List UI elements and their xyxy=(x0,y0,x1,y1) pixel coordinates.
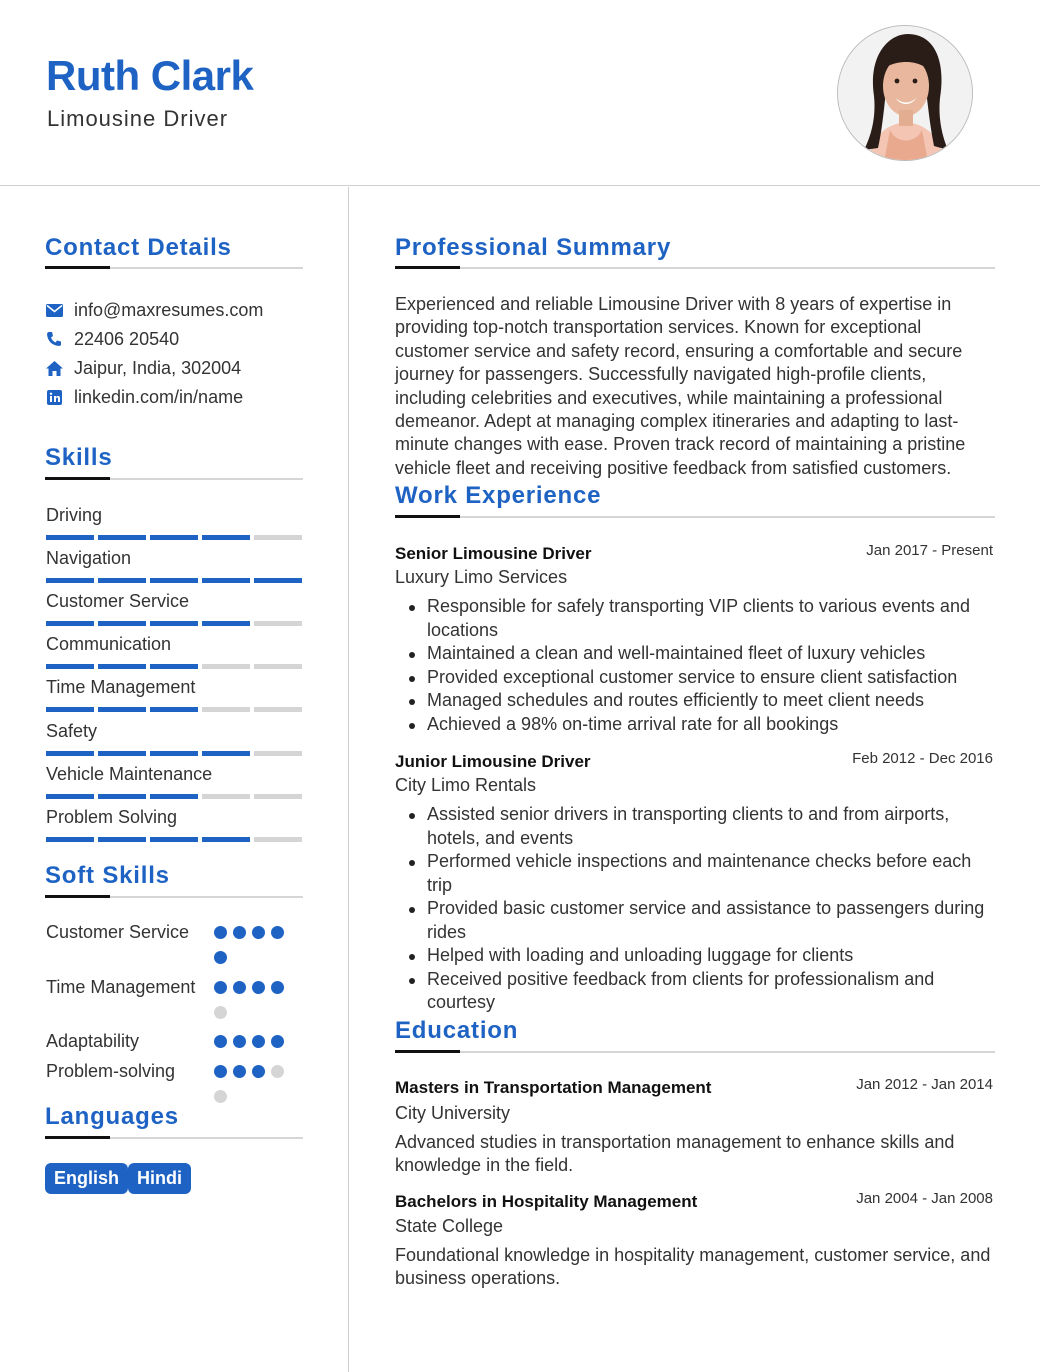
rating-dot xyxy=(214,926,227,939)
contact-email[interactable] xyxy=(45,299,263,321)
skill-level-segment xyxy=(202,751,250,756)
degree-title: Masters in Transportation Management xyxy=(395,1078,712,1097)
soft-skills-heading: Soft Skills xyxy=(45,862,170,889)
degree-title: Bachelors in Hospitality Management xyxy=(395,1192,698,1211)
soft-skill-label: Time Management xyxy=(46,977,196,997)
skill-level-segment xyxy=(98,535,146,540)
rating-dot xyxy=(271,981,284,994)
skill-level-segment xyxy=(98,751,146,756)
rating-dot xyxy=(252,981,265,994)
skill-level-bar xyxy=(46,621,302,626)
skill-level-segment xyxy=(202,578,250,583)
job-bullet: Provided basic customer service and assistance to passengers during rides xyxy=(395,897,995,944)
soft-skill-rating xyxy=(214,1065,294,1103)
rating-dot xyxy=(214,1006,227,1019)
skill-level-segment xyxy=(150,535,198,540)
job-company: Luxury Limo Services xyxy=(395,567,568,587)
skill-level-segment xyxy=(202,837,250,842)
phone-icon xyxy=(45,330,63,348)
skill-level-segment xyxy=(254,535,302,540)
job-dates: Feb 2012 - Dec 2016 xyxy=(852,750,993,767)
language-badge: English xyxy=(45,1163,128,1194)
languages-heading: Languages xyxy=(45,1103,179,1130)
skill-level-segment xyxy=(98,578,146,583)
skill-level-segment xyxy=(46,535,94,540)
skill-level-segment xyxy=(202,621,250,626)
skill-label: Vehicle Maintenance xyxy=(46,763,213,784)
job-bullet: Helped with loading and unloading luggage for clients xyxy=(395,944,995,968)
contact-email-text: info@maxresumes.com xyxy=(74,299,264,320)
soft-skills-heading-rule xyxy=(45,896,303,898)
job-company: City Limo Rentals xyxy=(395,775,537,795)
contact-address xyxy=(45,357,241,379)
skill-level-segment xyxy=(254,751,302,756)
rating-dot xyxy=(252,1035,265,1048)
rating-dot xyxy=(233,926,246,939)
soft-skill-rating xyxy=(214,981,294,1019)
skill-level-segment xyxy=(150,794,198,799)
skill-level-segment xyxy=(150,621,198,626)
soft-skill-label: Problem-solving xyxy=(46,1061,176,1081)
job-bullets xyxy=(395,803,995,1015)
skill-level-bar xyxy=(46,707,302,712)
skill-level-segment xyxy=(46,664,94,669)
skills-heading: Skills xyxy=(45,444,113,471)
skill-level-segment xyxy=(150,707,198,712)
skill-level-segment xyxy=(98,664,146,669)
skill-level-segment xyxy=(98,837,146,842)
skill-label: Navigation xyxy=(46,548,132,569)
skill-level-segment xyxy=(202,664,250,669)
rating-dot xyxy=(214,1090,227,1103)
resume-header xyxy=(0,0,1040,186)
job-bullet: Responsible for safely transporting VIP clients to various events and locations xyxy=(395,595,995,642)
linkedin-icon xyxy=(45,388,63,406)
skill-level-segment xyxy=(98,621,146,626)
candidate-title: Limousine Driver xyxy=(47,106,229,131)
skill-level-segment xyxy=(202,794,250,799)
soft-skill-rating xyxy=(214,926,294,964)
rating-dot xyxy=(214,1035,227,1048)
contact-phone[interactable] xyxy=(45,328,179,350)
job-bullet: Provided exceptional customer service to ensure client satisfaction xyxy=(395,666,995,690)
skill-level-segment xyxy=(98,707,146,712)
school-name: State College xyxy=(395,1216,504,1236)
rating-dot xyxy=(252,1065,265,1078)
rating-dot xyxy=(233,1035,246,1048)
school-name: City University xyxy=(395,1103,511,1123)
skill-label: Communication xyxy=(46,634,172,655)
skill-level-segment xyxy=(150,578,198,583)
skill-label: Time Management xyxy=(46,677,196,698)
skill-label: Customer Service xyxy=(46,591,190,612)
skill-level-segment xyxy=(254,664,302,669)
degree-dates: Jan 2012 - Jan 2014 xyxy=(856,1076,993,1093)
skill-level-segment xyxy=(254,794,302,799)
contact-heading: Contact Details xyxy=(45,234,232,261)
job-bullet: Performed vehicle inspections and maintenance checks before each trip xyxy=(395,850,995,897)
skill-level-segment xyxy=(254,621,302,626)
skill-level-segment xyxy=(150,751,198,756)
column-divider xyxy=(348,187,349,1372)
candidate-name: Ruth Clark xyxy=(46,52,254,99)
rating-dot xyxy=(233,1065,246,1078)
job-bullet: Received positive feedback from clients for professionalism and courtesy xyxy=(395,968,995,1015)
skill-level-bar xyxy=(46,664,302,669)
skill-label: Driving xyxy=(46,505,103,525)
contact-phone-text: 22406 20540 xyxy=(74,328,180,349)
experience-heading-rule xyxy=(395,516,995,518)
skill-level-bar xyxy=(46,578,302,583)
education-heading-rule xyxy=(395,1051,995,1053)
rating-dot xyxy=(271,1035,284,1048)
language-badge: Hindi xyxy=(128,1163,191,1194)
soft-skill-label: Adaptability xyxy=(46,1031,140,1051)
skill-level-segment xyxy=(254,578,302,583)
skill-label: Safety xyxy=(46,720,98,741)
skill-level-segment xyxy=(254,837,302,842)
skill-level-segment xyxy=(254,707,302,712)
skill-level-segment xyxy=(46,751,94,756)
contact-linkedin-text: linkedin.com/in/name xyxy=(74,386,244,407)
rating-dot xyxy=(271,1065,284,1078)
profile-photo xyxy=(837,25,973,161)
skill-level-bar xyxy=(46,837,302,842)
contact-linkedin[interactable] xyxy=(45,386,243,408)
summary-heading-rule xyxy=(395,267,995,269)
job-bullets xyxy=(395,595,995,736)
skill-level-segment xyxy=(46,578,94,583)
skill-level-bar xyxy=(46,751,302,756)
rating-dot xyxy=(252,926,265,939)
contact-address-text: Jaipur, India, 302004 xyxy=(74,357,242,378)
degree-description: Foundational knowledge in hospitality management, customer service, and business operations. xyxy=(395,1245,991,1289)
contact-heading-rule xyxy=(45,267,303,269)
summary-text: Experienced and reliable Limousine Driver with 8 years of expertise in providing top-notch transportation services. Known for exceptional customer service and safety record, ensuring a comfortable and secure journey for passengers. Successfully navigated high-profile clients, including celebrities and executives, while maintaining a professional demeanor. Adept at managing complex itineraries and adapting to last-minute changes with ease. Proven track record of maintaining a pristine vehicle fleet and receiving positive feedback from satisfied customers. xyxy=(395,294,966,478)
job-dates: Jan 2017 - Present xyxy=(866,542,993,559)
degree-dates: Jan 2004 - Jan 2008 xyxy=(856,1190,993,1207)
skill-level-segment xyxy=(46,794,94,799)
rating-dot xyxy=(233,981,246,994)
skill-level-segment xyxy=(150,664,198,669)
degree-description: Advanced studies in transportation management to enhance skills and knowledge in the field. xyxy=(395,1132,955,1176)
summary-heading: Professional Summary xyxy=(395,234,672,261)
skill-level-segment xyxy=(202,707,250,712)
job-bullet: Maintained a clean and well-maintained fleet of luxury vehicles xyxy=(395,642,995,666)
skills-heading-rule xyxy=(45,478,303,480)
rating-dot xyxy=(271,926,284,939)
job-bullet: Assisted senior drivers in transporting clients to and from airports, hotels, and events xyxy=(395,803,995,850)
skill-level-segment xyxy=(98,794,146,799)
soft-skill-label: Customer Service xyxy=(46,922,190,942)
soft-skill-rating xyxy=(214,1035,294,1048)
job-bullet: Achieved a 98% on-time arrival rate for all bookings xyxy=(395,713,995,737)
skill-level-bar xyxy=(46,535,302,540)
experience-heading: Work Experience xyxy=(395,482,602,509)
skill-label: Problem Solving xyxy=(46,806,178,827)
skill-level-segment xyxy=(46,837,94,842)
skill-level-segment xyxy=(202,535,250,540)
envelope-icon xyxy=(45,301,63,319)
job-bullet: Managed schedules and routes efficiently to meet client needs xyxy=(395,689,995,713)
education-heading: Education xyxy=(395,1017,519,1044)
languages-heading-rule xyxy=(45,1137,303,1139)
skill-level-segment xyxy=(46,621,94,626)
skill-level-segment xyxy=(150,837,198,842)
job-title: Senior Limousine Driver xyxy=(395,544,592,563)
job-title: Junior Limousine Driver xyxy=(395,752,591,771)
rating-dot xyxy=(214,981,227,994)
home-icon xyxy=(45,359,63,377)
rating-dot xyxy=(214,951,227,964)
rating-dot xyxy=(214,1065,227,1078)
skill-level-bar xyxy=(46,794,302,799)
skill-level-segment xyxy=(46,707,94,712)
